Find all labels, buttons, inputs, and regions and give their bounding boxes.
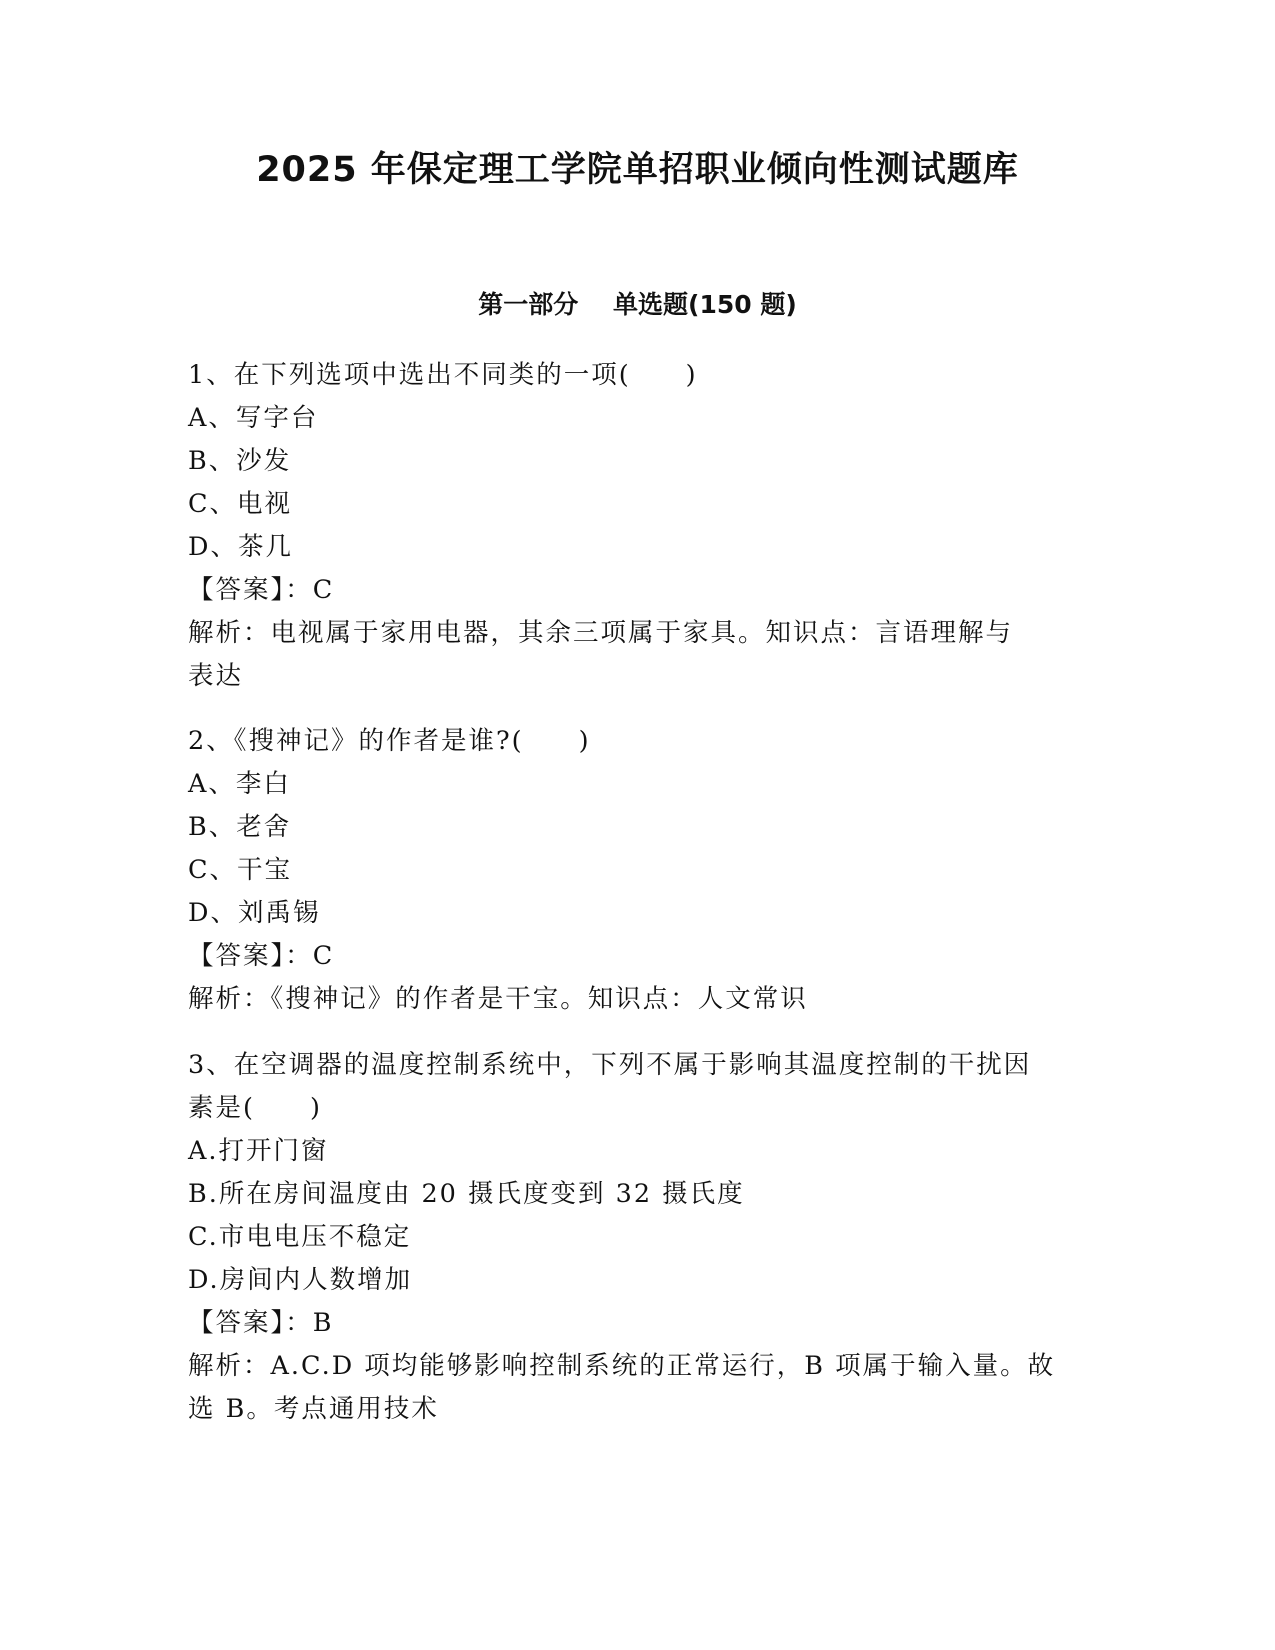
question-3 [188,1044,1088,1431]
option-b: B、沙发 [188,446,292,476]
analysis-line: 解析：《搜神记》的作者是干宝。知识点：人文常识 [188,984,808,1014]
analysis-line: 解析：电视属于家用电器，其余三项属于家具。知识点：言语理解与 [188,618,1014,648]
question-stem: 素是( ) [188,1093,322,1123]
analysis-line: 解析：A.C.D 项均能够影响控制系统的正常运行，B 项属于输入量。故 [188,1351,1056,1381]
question-2 [188,720,1088,1021]
option-b: B.所在房间温度由 20 摄氏度变到 32 摄氏度 [188,1179,745,1209]
option-c: C.市电电压不稳定 [188,1222,412,1252]
answer: 【答案】：C [188,941,335,971]
option-a: A、李白 [188,769,291,799]
option-d: D.房间内人数增加 [188,1265,413,1295]
question-stem: 2、《搜神记》的作者是谁?( ) [188,726,591,756]
section-title: 第一部分 单选题(150 题) [478,290,797,319]
question-1 [188,354,1088,698]
option-c: C、电视 [188,489,293,519]
answer: 【答案】：C [188,575,335,605]
analysis-line: 选 B。考点通用技术 [188,1394,439,1424]
analysis-line: 表达 [188,661,244,691]
question-stem: 3、在空调器的温度控制系统中，下列不属于影响其温度控制的干扰因 [188,1050,1032,1080]
question-stem: 1、在下列选项中选出不同类的一项( ) [188,360,698,390]
document-title: 2025 年保定理工学院单招职业倾向性测试题库 [256,150,1019,190]
answer: 【答案】：B [188,1308,334,1338]
option-a: A、写字台 [188,403,319,433]
option-d: D、刘禹锡 [188,898,321,928]
option-c: C、干宝 [188,855,293,885]
option-d: D、茶几 [188,532,293,562]
option-b: B、老舍 [188,812,292,842]
option-a: A.打开门窗 [188,1136,329,1166]
